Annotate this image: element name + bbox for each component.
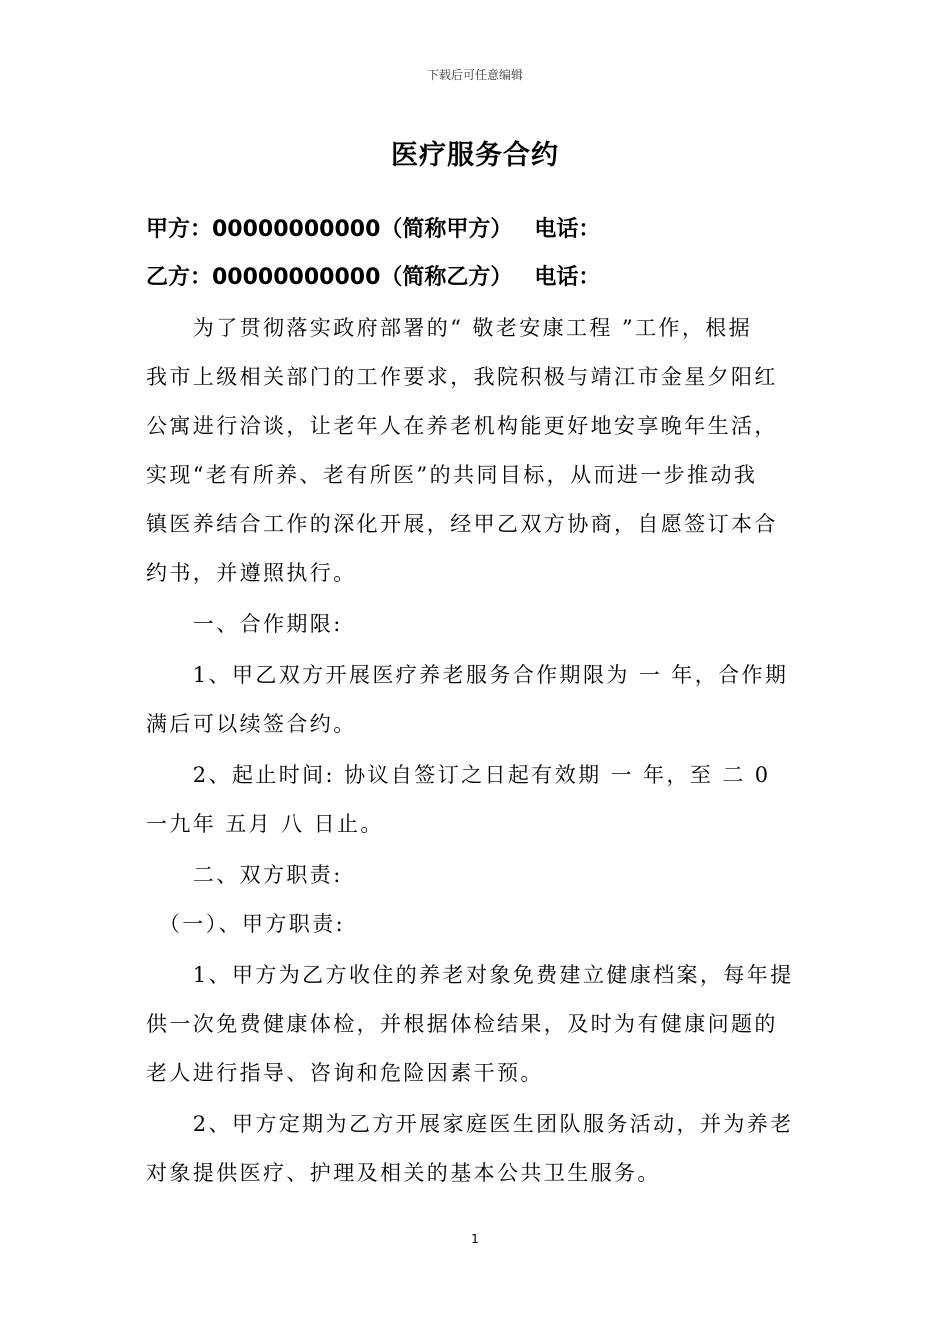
body-line: 我市上级相关部门的工作要求，我院积极与靖江市金星夕阳红 [146, 365, 778, 389]
party-b-line [146, 260, 600, 291]
party-a-phone: 电话： [534, 217, 601, 242]
body-line: 1、甲方为乙方收住的养老对象免费建立健康档案，每年提 [146, 963, 794, 987]
body-line: 对象提供医疗、护理及相关的基本公共卫生服务。 [146, 1161, 661, 1185]
body-line: 2、甲方定期为乙方开展家庭医生团队服务活动，并为养老 [146, 1112, 794, 1136]
header-note: 下载后可任意编辑 [426, 68, 523, 82]
body-line: 老人进行指导、咨询和危险因素干预。 [146, 1061, 544, 1085]
body-line: 供一次免费健康体检，并根据体检结果，及时为有健康问题的 [146, 1012, 778, 1036]
page-title: 医疗服务合约 [391, 140, 559, 171]
body-line: 为了贯彻落实政府部署的“ 敬老安康工程 ”工作，根据 [146, 316, 753, 340]
body-line: 实现“老有所养、老有所医”的共同目标，从而进一步推动我 [146, 463, 758, 487]
body-line: 约书，并遵照执行。 [146, 561, 357, 585]
party-a-label: 甲方：00000000000（简称甲方） [146, 217, 513, 242]
party-b-label: 乙方：00000000000（简称乙方） [146, 265, 513, 290]
body-line: 1、甲乙双方开展医疗养老服务合作期限为 一 年，合作期 [146, 663, 789, 687]
body-line: 镇医养结合工作的深化开展，经甲乙双方协商，自愿签订本合 [146, 512, 778, 536]
body-line: 公寓进行洽谈，让老年人在养老机构能更好地安享晚年生活， [146, 414, 778, 438]
body-line: 一九年 五月 八 日止。 [146, 812, 384, 836]
page-number: 1 [471, 1232, 479, 1246]
section-heading: 二、双方职责: [146, 863, 343, 887]
body-line: 满后可以续签合约。 [146, 712, 357, 736]
subsection-heading: （一）、甲方职责: [146, 912, 346, 936]
party-b-phone: 电话： [534, 265, 601, 290]
body-line: 2、起止时间: 协议自签订之日起有效期 一 年，至 二 0 [146, 763, 771, 787]
section-heading: 一、合作期限: [146, 612, 343, 636]
party-a-line [146, 212, 600, 243]
